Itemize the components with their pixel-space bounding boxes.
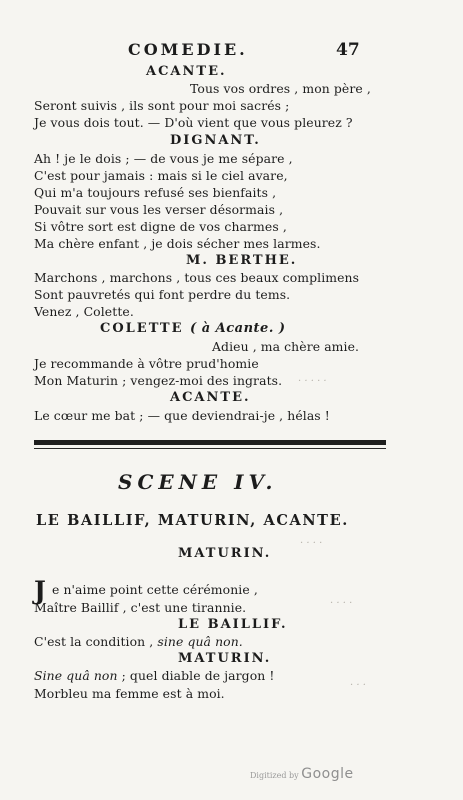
verse-line: Adieu , ma chère amie. xyxy=(212,339,360,354)
page-number: 47 xyxy=(336,40,360,60)
verse-line: Seront suivis , ils sont pour moi sacrés ; xyxy=(34,98,290,113)
verse-line: Morbleu ma femme est à moi. xyxy=(34,686,225,701)
latin-phrase: sine quâ non. xyxy=(157,634,243,649)
verse-line: Ma chère enfant , je dois sécher mes larmes. xyxy=(34,236,321,251)
verse-line: Qui m'a toujours refusé ses bienfaits , xyxy=(34,185,277,200)
latin-phrase: Sine quâ non xyxy=(34,668,118,683)
show-through-mark: · · · · xyxy=(300,538,323,549)
verse-text: ; quel diable de jargon ! xyxy=(121,668,275,683)
speaker-dignant: DIGNANT. xyxy=(170,133,261,148)
verse-line: C'est pour jamais : mais si le ciel avare, xyxy=(34,168,288,183)
digitization-watermark xyxy=(250,766,354,782)
google-logo: Google xyxy=(301,766,354,782)
show-through-mark: · · · · xyxy=(330,598,353,609)
scene-cast-list: LE BAILLIF, MATURIN, ACANTE. xyxy=(36,512,349,529)
verse-line: Le cœur me bat ; — que deviendrai-je , hélas ! xyxy=(34,408,330,423)
scene-divider-thin xyxy=(34,448,386,449)
watermark-prefix: Digitized by xyxy=(250,771,299,780)
verse-line: Maître Baillif , c'est une tirannie. xyxy=(34,600,247,615)
verse-line: Si vôtre sort est digne de vos charmes , xyxy=(34,219,287,234)
verse-line: Venez , Colette. xyxy=(34,304,134,319)
running-title: COMEDIE. xyxy=(128,40,248,59)
scene-title: SCENE IV. xyxy=(118,470,278,494)
speaker-berthe: M. BERTHE. xyxy=(186,253,298,268)
scene-divider-thick xyxy=(34,440,386,445)
verse-text: C'est la condition , xyxy=(34,634,154,649)
speaker-acante: ACANTE. xyxy=(170,390,251,405)
verse-line: Mon Maturin ; vengez-moi des ingrats. xyxy=(34,373,283,388)
speaker-maturin: MATURIN. xyxy=(178,651,272,666)
verse-line: Je recommande à vôtre prud'homie xyxy=(34,356,259,371)
verse-line: Pouvait sur vous les verser désormais , xyxy=(34,202,284,217)
verse-line: Tous vos ordres , mon père , xyxy=(190,81,371,96)
drop-cap: J xyxy=(34,576,46,605)
show-through-mark: · · · xyxy=(350,680,366,691)
verse-line xyxy=(34,634,243,649)
verse-line: Sont pauvretés qui font perdre du tems. xyxy=(34,287,291,302)
verse-line: e n'aime point cette cérémonie , xyxy=(52,582,258,597)
speaker-name: COLETTE xyxy=(100,321,184,336)
verse-line: Ah ! je le dois ; — de vous je me sépare , xyxy=(34,151,293,166)
verse-line xyxy=(34,668,274,683)
speaker-baillif: LE BAILLIF. xyxy=(178,617,288,632)
speaker-acante: ACANTE. xyxy=(146,64,227,79)
verse-line: Je vous dois tout. — D'où vient que vous pleurez ? xyxy=(34,115,353,130)
show-through-mark: · · · · · xyxy=(298,376,327,387)
verse-line: Marchons , marchons , tous ces beaux complimens xyxy=(34,270,360,285)
speaker-colette xyxy=(100,321,286,336)
stage-direction: ( à Acante. ) xyxy=(190,321,286,336)
speaker-maturin: MATURIN. xyxy=(178,546,272,561)
